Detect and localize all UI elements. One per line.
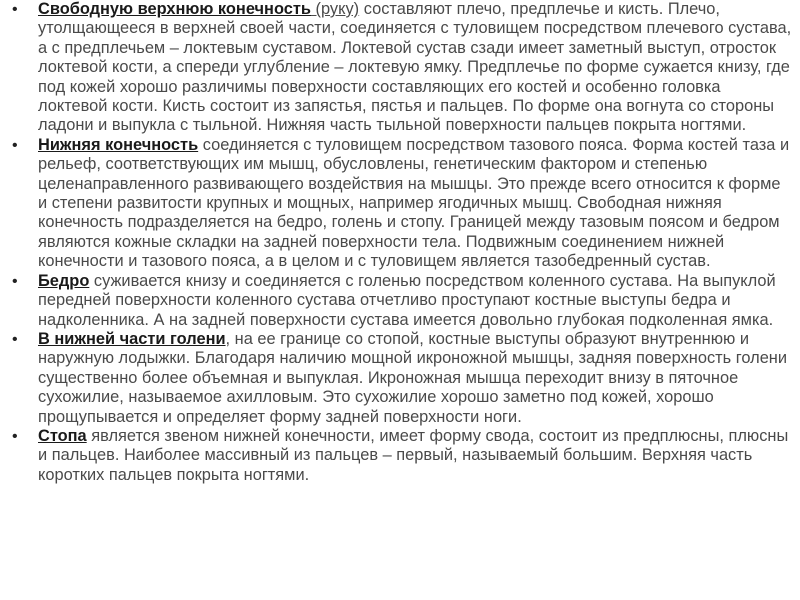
bullet-icon: • (12, 272, 18, 290)
bullet-icon: • (12, 427, 18, 445)
bullet-icon: • (12, 136, 18, 154)
bullet-heading: Стопа (38, 426, 87, 445)
bullet-item-shin (0, 330, 800, 427)
bullet-item-arm (0, 0, 800, 136)
bullet-text: является звеном нижней конечности, имеет форму свода, состоит из предплюсны, плюсны и пальцев. Наиболее массивный из пальцев – первый, называемый большим. Верхняя часть коротких пальцев покрыта ногтями. (38, 426, 789, 484)
bullet-heading: Свободную верхнюю конечность (38, 0, 311, 18)
bullet-text: суживается книзу и соединяется с голенью посредством коленного сустава. На выпуклой передней поверхности коленного сустава отчетливо проступают костные выступы бедра и надколенника. А на задней поверхности сустава имеется довольно глубокая подколенная ямка. (38, 271, 776, 329)
bullet-item-leg (0, 136, 800, 272)
bullet-item-foot (0, 427, 800, 485)
bullet-text: соединяется с туловищем посредством тазового пояса. Форма костей таза и рельеф, соответствующих им мышц, обусловлены, генетическим фактором и степенью целенаправленного развивающего воздействия на мышцы. Это прежде всего относится к форме и степени развитости крупных и мощных, например ягодичных мышц. Свободная нижняя конечность подразделяется на бедро, голень и стопу. Границей между тазовым поясом и бедром являются кожные складки на задней поверхности тела. Подвижным соединением нижней конечности и тазового пояса, а в целом и с туловищем является тазобедренный сустав. (38, 135, 790, 271)
bullet-heading: Бедро (38, 271, 90, 290)
bullet-text: составляют плечо, предплечье и кисть. Плечо, утолщающееся в верхней своей части, соединяется с туловищем посредством плечевого сустава, а с предплечьем – локтевым суставом. Локтевой сустав сзади имеет заметный выступ, отросток локтевой кости, а спереди углубление – локтевую ямку. Предплечье по форме сужается книзу, где под кожей хорошо различимы поверхности составляющих его костей и особенно головка локтевой кости. Кисть состоит из запястья, пястья и пальцев. По форме она вогнута со стороны ладони и выпукла с тыльной. Нижняя часть тыльной поверхности пальцев покрыта ногтями. (38, 0, 792, 135)
bullet-item-thigh (0, 272, 800, 330)
bullet-icon: • (12, 1, 18, 18)
bullet-heading: В нижней части голени (38, 329, 226, 348)
bullet-heading: Нижняя конечность (38, 135, 199, 154)
bullet-heading-note: (руку) (310, 0, 360, 18)
bullet-text: , на ее границе со стопой, костные выступы образуют внутреннюю и наружную лодыжки. Благодаря наличию мощной икроножной мышцы, задняя поверхность голени существенно более объемная и выпуклая. Икроножная мышца переходит внизу в пяточное сухожилие, называемое ахилловым. Это сухожилие хорошо заметно под кожей, хорошо прощупывается и определяет форму задней поверхности ноги. (38, 329, 788, 426)
bullet-icon: • (12, 330, 18, 348)
